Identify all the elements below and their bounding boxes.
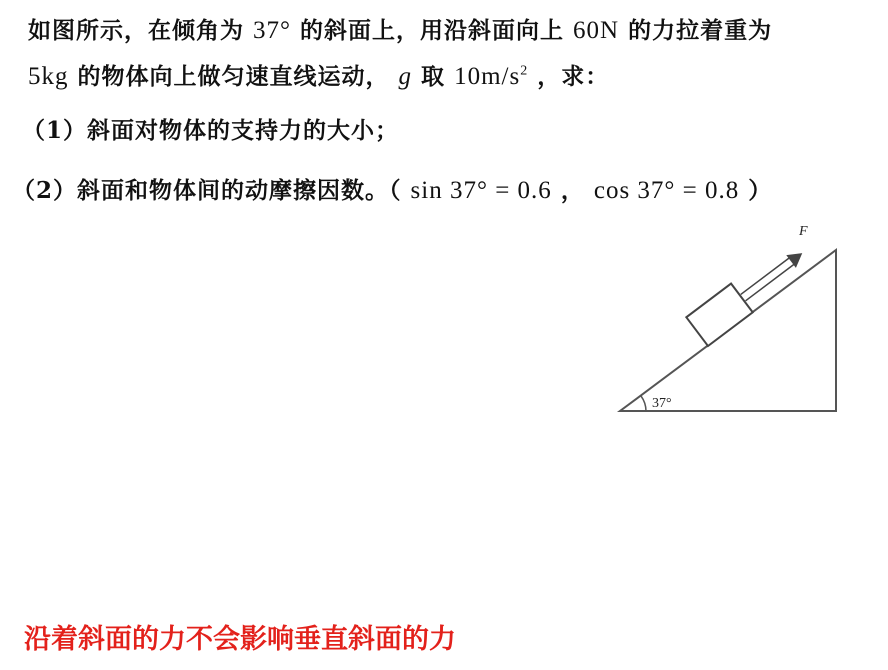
close-paren: ）	[748, 177, 773, 204]
problem-text: 的物体向上做匀速直线运动，	[77, 63, 390, 90]
cos-value: cos 37° = 0.8	[593, 177, 740, 204]
incline-angle: 37°	[253, 17, 292, 44]
problem-text: 取	[421, 63, 446, 90]
question-2	[12, 172, 772, 205]
problem-text: 如图所示，在倾角为	[28, 17, 244, 44]
question-1: （1）斜面对物体的支持力的大小；	[22, 117, 400, 144]
pull-force: 60N	[573, 17, 620, 44]
problem-text: ，求：	[537, 63, 610, 90]
problem-text: 的斜面上，用沿斜面向上	[300, 17, 565, 44]
g-value	[454, 63, 528, 90]
angle-label: 37°	[652, 396, 672, 411]
separator: ，	[560, 177, 585, 204]
question-2-text: （2）斜面和物体间的动摩擦因数。（	[12, 177, 402, 204]
g-symbol: g	[398, 63, 413, 90]
g-value-base: 10m/s	[454, 63, 521, 90]
g-value-exponent: 2	[520, 63, 529, 79]
sin-value: sin 37° = 0.6	[410, 177, 552, 204]
problem-line-1	[28, 12, 772, 45]
problem-text: 的力拉着重为	[628, 17, 773, 44]
problem-line-2	[28, 58, 609, 91]
force-arrow	[738, 247, 807, 304]
mass-value: 5kg	[28, 63, 69, 90]
incline-diagram	[610, 215, 850, 420]
annotation-note: 沿着斜面的力不会影响垂直斜面的力	[24, 624, 456, 655]
force-label: F	[799, 224, 808, 239]
angle-arc	[641, 396, 646, 411]
